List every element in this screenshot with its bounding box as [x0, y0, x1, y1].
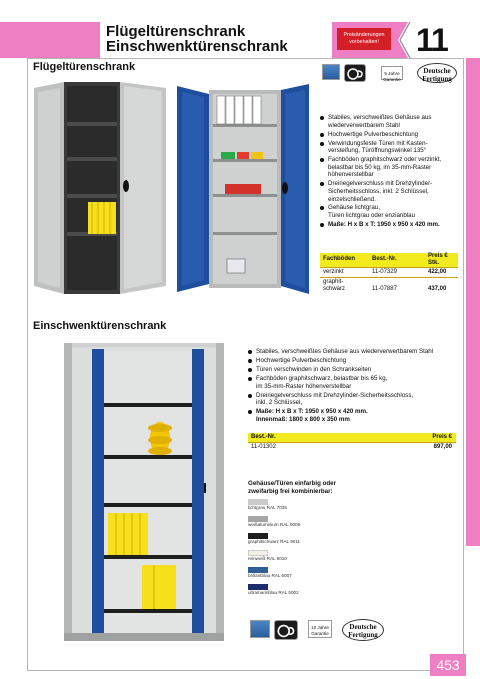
color-swatch	[248, 567, 268, 573]
color-swatch-label: weißaluminium RAL 9006	[248, 522, 301, 527]
feature-item-dimensions: Maße: H x B x T: 1950 x 950 x 420 mm. Innenmaß: 1800 x 800 x 350 mm	[248, 408, 460, 423]
gs-mark-icon	[275, 621, 299, 641]
made-in-germany-seal: Deutsche Fertigung	[342, 619, 384, 641]
page-number: 453	[430, 654, 466, 676]
feature-list-swing-in-door	[248, 348, 460, 425]
color-swatch-label: lichtgrau RAL 7035	[248, 505, 287, 510]
table-cell-price: 422,00	[428, 269, 447, 275]
table-cell-order-no: 11-07887	[372, 286, 397, 292]
section-title-wing-door-cabinet: Flügeltürenschrank	[33, 61, 136, 73]
color-swatch	[248, 533, 268, 539]
feature-item: Verwindungsfeste Türen mit Kasten- versteifung, Türöffnungswinkel 135°	[320, 140, 462, 155]
table-header-row	[248, 433, 456, 442]
feature-item: Hochwertige Pulverbeschichtung	[320, 131, 462, 139]
warranty-badge-5-years	[381, 66, 403, 80]
side-color-strip	[466, 58, 480, 546]
color-swatch-label: reinweiß RAL 9010	[248, 556, 287, 561]
chevron-icon	[398, 22, 412, 58]
table-cell-price: 897,00	[433, 444, 452, 450]
table-cell-shelf-type: graphit- schwarz	[323, 279, 346, 292]
tuv-cert-icon	[250, 620, 270, 638]
column-header-price: Preis € Stk.	[428, 253, 448, 266]
feature-item: Stabiles, verschweißtes Gehäuse aus wiederverwertbarem Stahl	[248, 348, 460, 356]
feature-item: Gehäuse lichtgrau, Türen lichtgrau oder enzianblau	[320, 204, 462, 219]
feature-item-dimensions: Maße: H x B x T: 1950 x 950 x 420 mm.	[320, 221, 462, 229]
table-cell-order-no: 11-01302	[251, 444, 276, 450]
color-swatch	[248, 584, 268, 590]
column-header-price: Preis €	[432, 434, 452, 440]
table-cell-shelf-type: verzinkt	[323, 269, 344, 275]
page-title-line-2: Einschwenktürenschrank	[106, 38, 288, 55]
gs-cert-icon	[274, 620, 298, 640]
gs-mark-icon	[345, 65, 367, 83]
feature-item: Fachböden graphitschwarz, belastbar bis 65 kg, im 35-mm-Raster höhenverstellbar	[248, 375, 460, 390]
chapter-number: 11	[416, 22, 448, 58]
photo-swing-in-door-cabinet	[64, 343, 224, 641]
feature-list-wing-door	[320, 114, 462, 230]
section-title-swing-in-door-cabinet: Einschwenktürenschrank	[33, 320, 167, 332]
color-swatch	[248, 499, 268, 505]
price-table-wing-door	[320, 253, 458, 301]
photo-blue-wing-door-cabinet	[177, 84, 312, 294]
color-swatch	[248, 516, 268, 522]
table-divider	[320, 267, 458, 268]
gs-cert-icon	[344, 64, 366, 82]
table-cell-order-no: 11-07329	[372, 269, 397, 275]
color-swatch-label: brillantblau RAL 5007	[248, 573, 292, 578]
tuv-cert-icon	[322, 64, 340, 80]
table-divider	[320, 277, 458, 278]
page-title-line-1: Flügeltürenschrank	[106, 23, 246, 40]
feature-item: Dreiriegelverschluss mit Drehzylinder-Sicherheitsschloss, inkl. 2 Schlüssel,	[248, 392, 460, 407]
column-header-order-no: Best.-Nr.	[372, 256, 397, 262]
price-change-badge: Preisänderungen vorbehalten!	[337, 28, 391, 50]
color-swatch	[248, 550, 268, 556]
photo-grey-wing-door-cabinet	[34, 82, 174, 294]
warranty-badge-10-years	[308, 620, 332, 638]
column-header-order-no: Best.-Nr.	[251, 434, 276, 440]
warranty-text: 10 Jahre Garantie	[311, 625, 329, 636]
color-swatch-label: graphitschwarz RAL 9011	[248, 539, 301, 544]
feature-item: Fachböden graphitschwarz oder verzinkt, belastbar bis 50 kg, im 35-mm-Raster höhenverstellbar	[320, 156, 462, 179]
table-divider	[248, 442, 456, 443]
price-table-swing-in-door	[248, 433, 456, 455]
feature-item: Stabiles, verschweißtes Gehäuse aus wiederverwertbarem Stahl	[320, 114, 462, 129]
color-options-title: Gehäuse/Türen einfarbig oder zweifarbig frei kombinierbar:	[248, 480, 337, 495]
feature-item: Türen verschwinden in den Schrankseiten	[248, 366, 460, 374]
feature-item: Hochwertige Pulverbeschichtung	[248, 357, 460, 365]
table-cell-price: 437,00	[428, 286, 447, 292]
feature-item: Dreiriegelverschluss mit Drehzylinder- Sicherheitsschloss, inkl. 2 Schlüssel, einzelschließend.	[320, 180, 462, 203]
color-swatch-label: ultramarinblau RAL 5002	[248, 590, 299, 595]
column-header-shelves: Fachböden	[323, 256, 356, 262]
made-in-germany-seal: Deutsche Fertigung	[417, 63, 457, 83]
warranty-text: 5 Jahre Garantie	[383, 71, 401, 82]
